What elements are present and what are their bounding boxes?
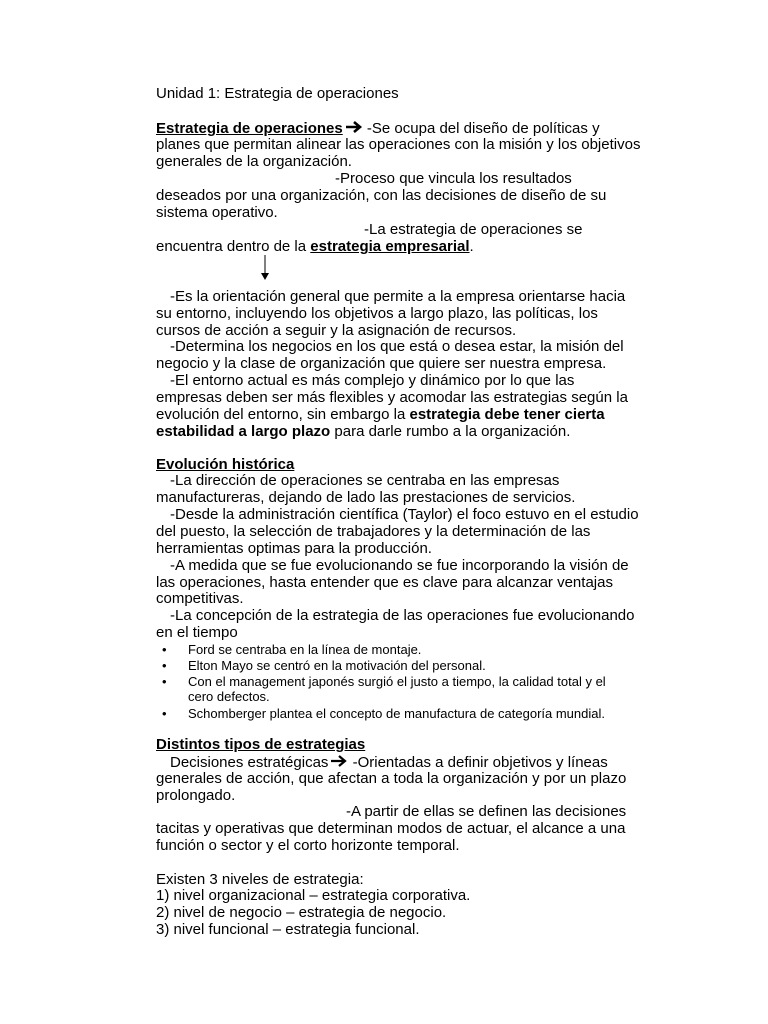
text-line: tacitas y operativas que determinan modos de actuar, el alcance a una — [156, 820, 626, 837]
document-title: Unidad 1: Estrategia de operaciones — [156, 85, 399, 102]
text-line: estabilidad a largo plazo para darle rumbo a la organización. — [156, 423, 571, 440]
text-line: -Determina los negocios en los que está o desea estar, la misión del — [170, 338, 624, 355]
right-arrow-icon — [345, 120, 363, 134]
text-line: generales de la organización. — [156, 153, 352, 170]
text-line: del puesto, la selección de trabajadores y la determinación de las — [156, 523, 591, 540]
text-line: planes que permitan alinear las operaciones con la misión y los objetivos — [156, 136, 641, 153]
text-line: negocio y la clase de organización que quiere ser nuestra empresa. — [156, 355, 607, 372]
strategy-definition-line-1: Estrategia de operaciones -Se ocupa del diseño de políticas y — [156, 120, 600, 137]
text-line: Existen 3 niveles de estrategia: — [156, 871, 364, 888]
text-line: -Desde la administración científica (Taylor) el foco estuvo en el estudio — [170, 506, 639, 523]
bullet-marker: • — [162, 658, 167, 673]
text-line: -La dirección de operaciones se centraba en las empresas — [170, 472, 560, 489]
text-line: -Proceso que vincula los resultados — [335, 170, 572, 187]
bullet-marker: • — [162, 674, 167, 689]
text-line: encuentra dentro de la estrategia empresarial. — [156, 238, 474, 255]
text-line: sistema operativo. — [156, 204, 278, 221]
section-heading-tipos: Distintos tipos de estrategias — [156, 736, 366, 753]
text-line: prolongado. — [156, 787, 236, 804]
list-item: Ford se centraba en la línea de montaje. — [188, 642, 422, 657]
text-line: -El entorno actual es más complejo y dinámico por lo que las — [170, 372, 575, 389]
text-line: -La estrategia de operaciones se — [364, 221, 583, 238]
text-line: las operaciones, hasta entender que es clave para alcanzar ventajas — [156, 574, 613, 591]
text-line: -A medida que se fue evolucionando se fue incorporando la visión de — [170, 557, 629, 574]
text-line: -A partir de ellas se definen las decisiones — [346, 803, 627, 820]
section-heading-estrategia: Estrategia de operaciones — [156, 120, 343, 137]
bullet-marker: • — [162, 706, 167, 721]
emphasis-text: estrategia debe tener cierta — [409, 406, 605, 423]
text-line: Decisiones estratégicas -Orientadas a definir objetivos y líneas — [170, 754, 608, 771]
down-arrow-icon — [258, 254, 272, 282]
text-line: -Es la orientación general que permite a la empresa orientarse hacia — [170, 288, 626, 305]
text-line: deseados por una organización, con las decisiones de diseño de su — [156, 187, 607, 204]
text-line: herramientas optimas para la producción. — [156, 540, 432, 557]
text-line: evolución del entorno, sin embargo la estrategia debe tener cierta — [156, 406, 605, 423]
text-line: en el tiempo — [156, 624, 238, 641]
text-line: su entorno, incluyendo los objetivos a largo plazo, las políticas, los — [156, 305, 598, 322]
text-line: cursos de acción a seguir y la asignación de recursos. — [156, 322, 517, 339]
text-line: generales de acción, que afectan a toda la organización y por un plazo — [156, 770, 627, 787]
list-item: Schomberger plantea el concepto de manufactura de categoría mundial. — [188, 706, 605, 721]
level-item: 1) nivel organizacional – estrategia corporativa. — [156, 887, 471, 904]
text-line: manufactureras, dejando de lado las prestaciones de servicios. — [156, 489, 576, 506]
list-item-continuation: cero defectos. — [188, 689, 270, 704]
level-item: 3) nivel funcional – estrategia funcional. — [156, 921, 420, 938]
emphasis-estrategia-empresarial: estrategia empresarial — [310, 238, 470, 255]
level-item: 2) nivel de negocio – estrategia de negocio. — [156, 904, 447, 921]
list-item: Elton Mayo se centró en la motivación del personal. — [188, 658, 486, 673]
section-heading-evolucion: Evolución histórica — [156, 456, 295, 473]
list-item: Con el management japonés surgió el justo a tiempo, la calidad total y el — [188, 674, 606, 689]
text-line: función o sector y el corto horizonte temporal. — [156, 837, 460, 854]
text-line: -La concepción de la estrategia de las operaciones fue evolucionando — [170, 607, 635, 624]
right-arrow-icon — [330, 754, 348, 768]
bullet-marker: • — [162, 642, 167, 657]
text-line: empresas deben ser más flexibles y acomodar las estrategias según la — [156, 389, 628, 406]
emphasis-text: estabilidad a largo plazo — [156, 423, 331, 440]
text-line: competitivas. — [156, 590, 244, 607]
